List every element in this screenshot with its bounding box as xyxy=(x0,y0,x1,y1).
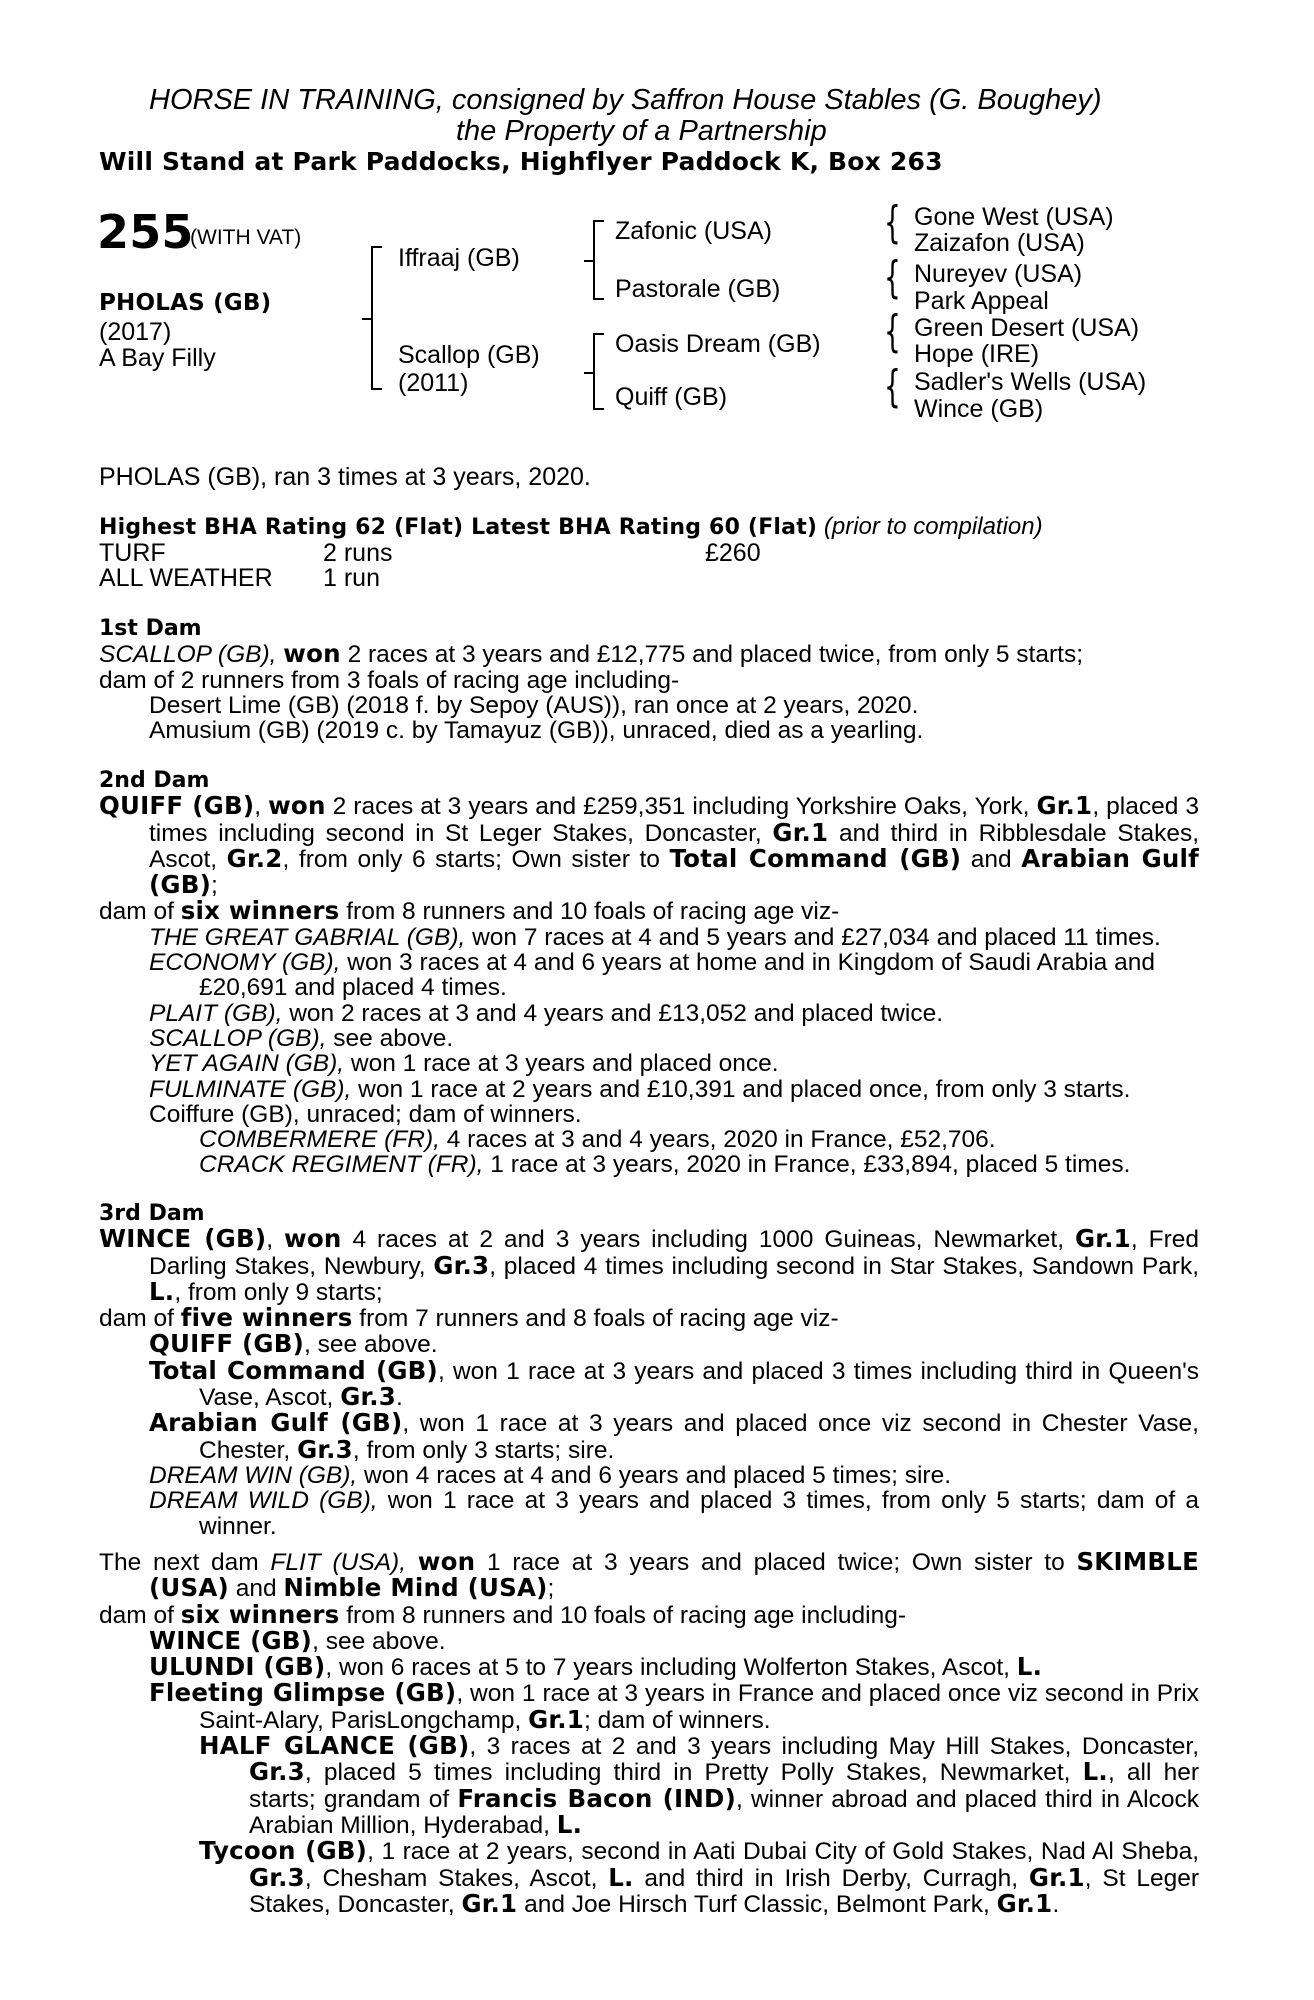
pedigree-sds: Nureyev (USA) xyxy=(914,260,1083,288)
produce-item: Arabian Gulf (GB), won 1 race at 3 years and placed once viz second in Chester Vase, Chester, Gr.3, from only 3 starts; sire. xyxy=(149,1408,1199,1464)
consignor-line: HORSE IN TRAINING, consigned by Saffron House Stables (G. Boughey) xyxy=(149,84,1102,116)
produce-item: Total Command (GB), won 1 race at 3 years and placed 3 times including third in Queen's Vase, Ascot, Gr.3. xyxy=(149,1355,1199,1412)
pedigree-dam: Scallop (GB) xyxy=(398,341,540,369)
pedigree-dsd: Hope (IRE) xyxy=(914,340,1040,368)
pedigree-brace-g3-3: { xyxy=(884,306,901,357)
pedigree-brace-g3-4: { xyxy=(884,361,901,412)
pedigree-sdd: Park Appeal xyxy=(914,287,1049,315)
pedigree-brace-sire xyxy=(593,220,604,300)
pedigree-brace-g3-2: { xyxy=(884,252,901,303)
third-dam-produce-intro: dam of five winners from 7 runners and 8 foals of racing age viz- xyxy=(99,1303,839,1333)
pedigree-sss: Gone West (USA) xyxy=(914,203,1114,231)
pedigree-brace-g3-1: { xyxy=(884,197,901,248)
third-dam-section xyxy=(99,1201,1199,1539)
pedigree-dam-sire: Oasis Dream (GB) xyxy=(615,330,821,358)
aw-label: ALL WEATHER xyxy=(99,564,273,592)
produce-item: ECONOMY (GB), won 3 races at 4 and 6 years at home and in Kingdom of Saudi Arabia and £20,691 and placed 4 times. xyxy=(149,949,1155,1002)
pedigree-brace-dam xyxy=(593,333,604,410)
won-label: won xyxy=(283,639,341,669)
stand-line: Will Stand at Park Paddocks, Highflyer Paddock K, Box 263 xyxy=(99,147,943,176)
sex-colour: A Bay Filly xyxy=(99,344,216,372)
grand-produce-item: HALF GLANCE (GB), 3 races at 2 and 3 years including May Hill Stakes, Doncaster, Gr.3, placed 5 times including third in Pretty Polly Stakes, Newmarket, L., all her starts; grandam of Francis Bacon (IND), winner abroad and placed third in Alcock Arabian Million, Hyderabad, L. xyxy=(199,1731,1199,1839)
foaling-year: (2017) xyxy=(99,318,172,346)
produce-item: WINCE (GB), see above. xyxy=(149,1625,446,1655)
pedigree-ddd: Wince (GB) xyxy=(914,395,1044,423)
produce-item: ULUNDI (GB), won 6 races at 5 to 7 years including Wolferton Stakes, Ascot, L. xyxy=(149,1652,1043,1682)
produce-item: Fleeting Glimpse (GB), won 1 race at 3 years in France and placed once viz second in Prix Saint-Alary, ParisLongchamp, Gr.1; dam of winners. xyxy=(149,1678,1199,1734)
dam-name: SCALLOP (GB), xyxy=(99,641,277,669)
pedigree-dam-year: (2011) xyxy=(398,369,469,397)
rating-line xyxy=(99,513,1043,541)
vat-note: (WITH VAT) xyxy=(190,226,302,249)
next-dam-section xyxy=(99,1549,1199,1917)
turf-runs: 2 runs xyxy=(323,539,393,567)
produce-item: DREAM WILD (GB), won 1 race at 3 years and placed 3 times, from only 5 starts; dam of a winner. xyxy=(149,1487,1199,1540)
second-dam-record: QUIFF (GB), won 2 races at 3 years and £259,351 including Yorkshire Oaks, York, Gr.1, placed 3 times including second in St Leger Stakes, Doncaster, Gr.1 and third in Ribblesdale Stakes, Ascot, Gr.2, from only 6 starts; Own sister to Total Command (GB) and Arabian Gulf (GB); xyxy=(99,791,1200,900)
owner-line: the Property of a Partnership xyxy=(456,115,827,147)
aw-runs: 1 run xyxy=(323,564,380,592)
pedigree-dss: Green Desert (USA) xyxy=(914,314,1140,342)
first-dam-section xyxy=(99,616,1199,743)
horse-name: PHOLAS (GB) xyxy=(99,290,272,316)
lot-number: 255 xyxy=(97,205,194,259)
second-dam-heading: 2nd Dam xyxy=(99,768,210,793)
pedigree-brace-main xyxy=(371,246,382,390)
pedigree-sire: Iffraaj (GB) xyxy=(398,244,520,272)
first-dam-produce-intro: dam of 2 runners from 3 foals of racing age including- xyxy=(99,666,680,694)
next-dam-produce-intro: dam of six winners from 8 runners and 10 foals of racing age including- xyxy=(99,1599,906,1629)
pedigree-sire-sire: Zafonic (USA) xyxy=(615,217,772,245)
produce-item: SCALLOP (GB), see above. xyxy=(149,1024,454,1052)
turf-prize: £260 xyxy=(705,539,761,567)
first-dam-record: SCALLOP (GB), won 2 races at 3 years and £12,775 and placed twice, from only 5 starts; xyxy=(99,639,1083,669)
rating-values: Highest BHA Rating 62 (Flat) Latest BHA Rating 60 (Flat) xyxy=(99,515,818,540)
produce-item: Amusium (GB) (2019 c. by Tamayuz (GB)), unraced, died as a yearling. xyxy=(149,717,924,745)
next-dam-record: The next dam FLIT (USA), won 1 race at 3 years and placed twice; Own sister to SKIMBLE (USA) and Nimble Mind (USA); xyxy=(99,1547,1200,1603)
produce-item: DREAM WIN (GB), won 4 races at 4 and 6 years and placed 5 times; sire. xyxy=(149,1461,952,1489)
produce-item: THE GREAT GABRIAL (GB), won 7 races at 4 and 5 years and £27,034 and placed 11 times. xyxy=(149,923,1161,951)
third-dam-record: WINCE (GB), won 4 races at 2 and 3 years including 1000 Guineas, Newmarket, Gr.1, Fred Darling Stakes, Newbury, Gr.3, placed 4 times including second in Star Stakes, Sandown Park, L., from only 9 starts; xyxy=(99,1224,1199,1306)
pedigree-dam-dam: Quiff (GB) xyxy=(615,383,728,411)
produce-item: FULMINATE (GB), won 1 race at 2 years and £10,391 and placed once, from only 3 starts. xyxy=(149,1075,1131,1103)
produce-item: PLAIT (GB), won 2 races at 3 and 4 years and £13,052 and placed twice. xyxy=(149,999,944,1027)
second-dam-section xyxy=(99,768,1199,1178)
pedigree-dds: Sadler's Wells (USA) xyxy=(914,368,1147,396)
grand-produce-item: CRACK REGIMENT (FR), 1 race at 3 years, 2020 in France, £33,894, placed 5 times. xyxy=(199,1151,1131,1179)
rating-note: (prior to compilation) xyxy=(823,513,1043,540)
produce-item: QUIFF (GB), see above. xyxy=(149,1329,438,1359)
grand-produce-item: Tycoon (GB), 1 race at 2 years, second in Aati Dubai City of Gold Stakes, Nad Al Sheba, Gr.3, Chesham Stakes, Ascot, L. and third in Irish Derby, Curragh, Gr.1, St Leger Stakes, Doncaster, Gr.1 and Joe Hirsch Turf Classic, Belmont Park, Gr.1. xyxy=(199,1836,1200,1918)
pedigree-sire-dam: Pastorale (GB) xyxy=(615,275,781,303)
produce-item: YET AGAIN (GB), won 1 race at 3 years and placed once. xyxy=(149,1050,779,1078)
turf-label: TURF xyxy=(99,539,166,567)
grand-produce-item: COMBERMERE (FR), 4 races at 3 and 4 years, 2020 in France, £52,706. xyxy=(199,1126,996,1154)
produce-item: Desert Lime (GB) (2018 f. by Sepoy (AUS)), ran once at 2 years, 2020. xyxy=(149,691,919,719)
pedigree-ssd: Zaizafon (USA) xyxy=(914,229,1085,257)
second-dam-produce-intro: dam of six winners from 8 runners and 10 foals of racing age viz- xyxy=(99,896,840,926)
first-dam-heading: 1st Dam xyxy=(99,616,202,641)
produce-item: Coiffure (GB), unraced; dam of winners. xyxy=(149,1100,582,1128)
race-summary: PHOLAS (GB), ran 3 times at 3 years, 2020. xyxy=(99,463,591,491)
third-dam-heading: 3rd Dam xyxy=(99,1201,205,1226)
